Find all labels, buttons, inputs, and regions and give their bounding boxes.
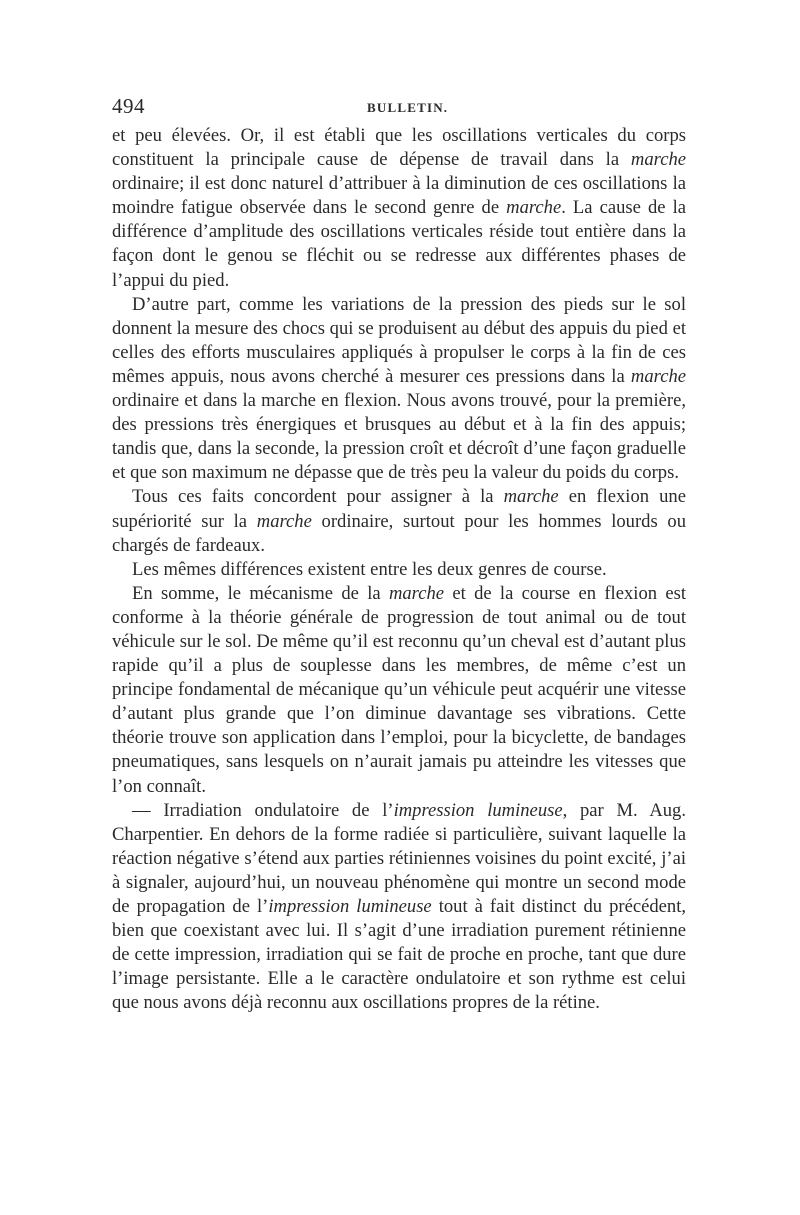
text-run: ordinaire et dans la marche en flexion. Nous avons trouvé, pour la première, des pressions très énergiques et brusques au début et à la fin des appuis; tandis que, dans la seconde, la pression croît et décroît d’une façon graduelle et que son maximum ne dépasse que de très peu la valeur du poids du corps. (112, 390, 686, 484)
text-run: en flexion une supériorité sur la (112, 486, 686, 532)
text-run: , par M. Aug. Charpentier. En dehors de la forme radiée si particulière, suivant laquelle la réaction négative s’étend aux parties rétiniennes voisines du point excité, j’ai à signaler, aujourd’hui, un nouveau phénomène qui montre un second mode de propagation de l’ (112, 799, 686, 917)
text-run: ordinaire, surtout pour les hommes lourds ou chargés de fardeaux. (112, 510, 686, 556)
text-run: D’autre part, comme les variations de la pression des pieds sur le sol donnent la mesure des chocs qui se produisent au début des appuis du pied et celles des efforts musculaires appliqués à propulser le corps à la fin de ces mêmes appuis, nous avons cherché à mesurer ces pressions dans la (112, 293, 686, 387)
italic-term: marche (503, 486, 559, 508)
italic-term: marche (630, 149, 686, 171)
text-run: Les mêmes différences existent entre les deux genres de course. (132, 558, 607, 580)
italic-term: impression lumineuse (268, 896, 432, 917)
text-run: . La cause de la différence d’amplitude des oscillations verticales réside tout entière dans la façon dont le genou se fléchit ou se redresse aux différentes phases de l’appui du pied. (112, 197, 686, 291)
text-run: ordinaire; il est donc naturel d’attribuer à la diminution de ces oscillations la moindre fatigue observée dans le second genre de (112, 173, 686, 219)
paragraph-1 (112, 124, 686, 293)
paragraph-3 (112, 485, 686, 557)
italic-term: marche (388, 582, 445, 604)
running-head: BULLETIN. (367, 100, 449, 115)
page-header (112, 94, 686, 124)
text-run: — Irradiation ondulatoire de l’ (132, 799, 394, 821)
italic-term: marche (630, 365, 686, 387)
italic-term: impression lumineuse (393, 799, 563, 821)
text-run: Tous ces faits concordent pour assigner à la (132, 486, 504, 508)
paragraph-6 (112, 799, 686, 1016)
paragraph-4 (112, 558, 686, 582)
italic-term: marche (256, 510, 312, 532)
text-run: et de la course en flexion est conforme à la théorie générale de progression de tout animal ou de tout véhicule sur le sol. De même qu’il est reconnu qu’un cheval est d’autant plus rapide qu’il a plus de souplesse dans les membres, de même c’est un principe fondamental de mécanique qu’un véhicule peut acquérir une vitesse d’autant plus grande que l’on diminue davantage ses vibrations. Cette théorie trouve son application dans l’emploi, pour la bicyclette, de bandages pneumatiques, sans lesquels on n’aurait jamais pu atteindre les vitesses que l’on connaît. (112, 582, 687, 797)
body-text (112, 124, 686, 1015)
paragraph-2 (112, 293, 686, 486)
italic-term: marche (506, 197, 562, 219)
document-page (112, 94, 686, 1015)
paragraph-5 (112, 582, 686, 799)
text-run: et peu élevées. Or, il est établi que les oscillations verticales du corps constituent la principale cause de dépense de travail dans la (112, 125, 686, 171)
text-run: En somme, le mécanisme de la (132, 582, 389, 604)
text-run: tout à fait distinct du précédent, bien que coexistant avec lui. Il s’agit d’une irradiation purement rétinienne de cette impression, irradiation qui se fait de proche en proche, tant que dure l’image persistante. Elle a le caractère ondulatoire et son rythme est celui que nous avons déjà reconnu aux oscillations propres de la rétine. (112, 896, 687, 1014)
page-number: 494 (112, 94, 145, 118)
